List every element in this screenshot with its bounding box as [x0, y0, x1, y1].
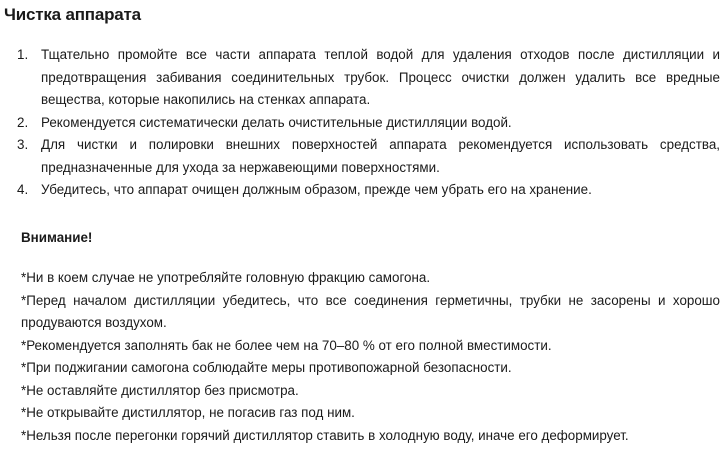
cleaning-step: [0, 44, 720, 112]
warning-note: *Не открывайте дистиллятор, не погасив газ под ним.: [21, 405, 355, 420]
step-text: Тщательно промойте все части аппарата теплой водой для удаления отходов после дистилляции и предотвращения забивания соединительных трубок. Процесс очистки должен удалить все вредные вещества, которые накопились на стенках аппарата.: [41, 47, 720, 107]
warning-notes-list: [21, 267, 720, 447]
step-number: 3.: [17, 137, 29, 152]
warning-heading: Внимание!: [21, 230, 93, 245]
page-title: Чистка аппарата: [4, 5, 141, 24]
step-text: Убедитесь, что аппарат очищен должным образом, прежде чем убрать его на хранение.: [41, 182, 592, 197]
cleaning-step: [0, 179, 720, 202]
warning-note: *Перед началом дистилляции убедитесь, что все соединения герметичны, трубки не засорены и хорошо продуваются воздухом.: [21, 292, 720, 330]
cleaning-step: [0, 134, 720, 179]
step-number: 2.: [17, 114, 29, 130]
warning-note: *Не оставляйте дистиллятор без присмотра.: [21, 382, 299, 398]
step-number: 4.: [17, 182, 29, 197]
step-number: 1.: [17, 47, 29, 62]
warning-note: *При поджигании самогона соблюдайте меры противопожарной безопасности.: [21, 360, 512, 375]
cleaning-step: [0, 112, 720, 135]
step-text: Рекомендуется систематически делать очистительные дистилляции водой.: [41, 114, 512, 130]
warning-note: *Нельзя после перегонки горячий дистиллятор ставить в холодную воду, иначе его деформирует.: [21, 427, 629, 443]
warning-note: *Рекомендуется заполнять бак не более чем на 70–80 % от его полной вместимости.: [21, 337, 552, 353]
step-text: Для чистки и полировки внешних поверхностей аппарата рекомендуется использовать средства, предназначенные для ухода за нержавеющими поверхностями.: [41, 137, 720, 175]
cleaning-steps-list: [0, 44, 720, 202]
warning-note: *Ни в коем случае не употребляйте головную фракцию самогона.: [21, 270, 431, 285]
